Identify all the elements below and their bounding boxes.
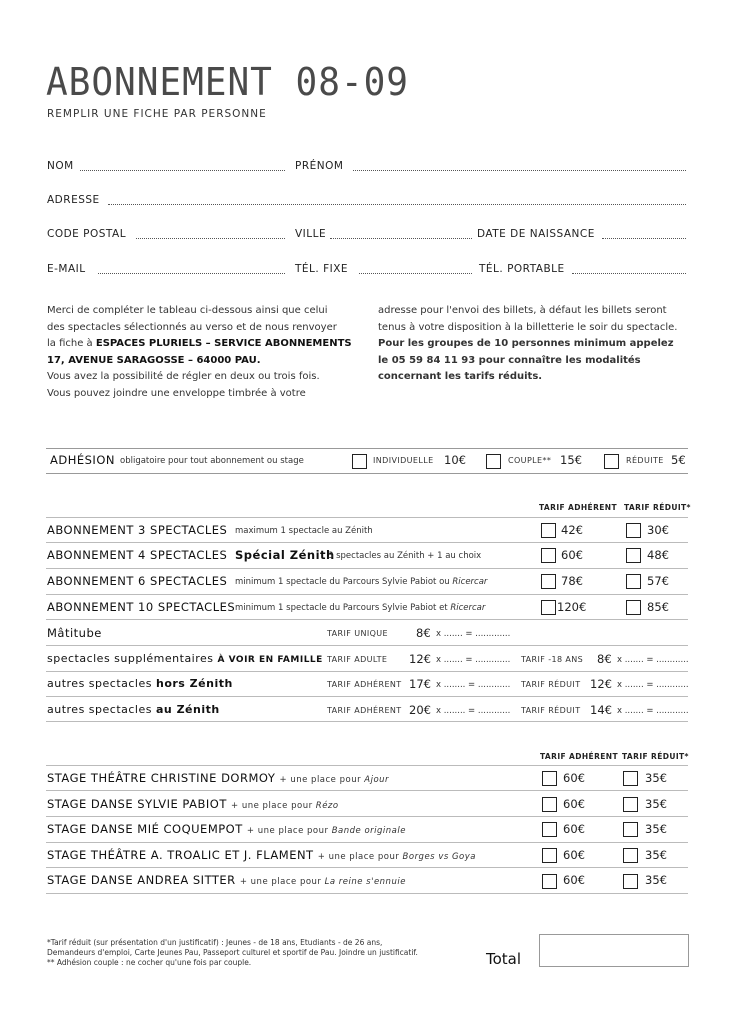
adresse-label: ADRESSE [47,194,100,206]
stage-sitter-reduit-checkbox[interactable] [623,874,638,889]
abonnement-row-price-reduit: 48€ [647,548,669,562]
abonnement-3-reduit-checkbox[interactable] [626,523,641,538]
abonnement-row-price-adherent: 120€ [557,600,587,614]
supp-title: spectacles supplémentaires À VOIR EN FAMILLE [47,652,323,665]
adhesion-reduite-checkbox[interactable] [604,454,619,469]
stage-col-header-adherent: TARIF ADHÉRENT [540,752,618,761]
supp-calc2: x ....... = ............ [617,655,689,665]
page-title: ABONNEMENT 08-09 [46,60,409,104]
divider [46,893,688,894]
abonnement-row-note: minimum 1 spectacle du Parcours Sylvie Pabiot ou Ricercar [235,577,488,587]
footnote-line-2: Demandeurs d'emploi, Carte Jeunes Pau, Passeport culturel et sportif de Pau. Joindre un justificatif. [47,948,418,957]
zenith-price: 20€ [409,703,431,717]
intro-left-line-5: Vous avez la possibilité de régler en deux ou trois fois. [47,371,320,382]
divider [46,816,688,817]
stage-dormoy-adherent-checkbox[interactable] [542,771,557,786]
stage-row: STAGE DANSE SYLVIE PABIOT + une place pour Rézo [47,797,339,811]
abonnement-3-adherent-checkbox[interactable] [541,523,556,538]
divider [46,542,688,543]
divider [46,473,688,474]
date-naissance-field[interactable] [602,238,686,239]
stage-price-adherent: 60€ [563,848,585,862]
divider [46,696,688,697]
stage-price-reduit: 35€ [645,822,667,836]
abonnement-4-reduit-checkbox[interactable] [626,548,641,563]
divider [46,765,688,766]
abonnement-row-title: ABONNEMENT 4 SPECTACLES [47,548,228,562]
code-postal-field[interactable] [136,238,285,239]
intro-left-line-6: Vous pouvez joindre une enveloppe timbrée à votre [47,387,306,399]
nom-label: NOM [47,160,74,172]
zenith-tarif-label: TARIF ADHÉRENT [327,706,402,715]
prenom-label: PRÉNOM [295,160,344,172]
nom-field[interactable] [80,170,285,171]
stage-row: STAGE THÉÂTRE CHRISTINE DORMOY + une place pour Ajour [47,771,390,785]
intro-right-line-4: le 05 59 84 11 93 pour connaître les modalités [378,354,641,366]
matitube-tarif-label: TARIF UNIQUE [327,629,389,638]
supp-price: 12€ [409,652,431,666]
abonnement-row-note: 3 spectacles au Zénith + 1 au choix [328,551,482,561]
adresse-field[interactable] [108,204,686,205]
stage-price-reduit: 35€ [645,797,667,811]
stage-price-reduit: 35€ [645,873,667,887]
adhesion-individuelle-price: 10€ [444,453,466,467]
intro-left-line-4: 17, AVENUE SARAGOSSE – 64000 PAU. [47,354,261,366]
hors-price: 17€ [409,677,431,691]
divider [46,721,688,722]
abonnement-row-price-adherent: 42€ [561,523,583,537]
hors-calc2: x ....... = ............ [617,680,689,690]
abonnement-row-price-adherent: 60€ [561,548,583,562]
ville-field[interactable] [330,238,472,239]
hors-tarif-label: TARIF ADHÉRENT [327,680,402,689]
footnote-line-3: ** Adhésion couple : ne cocher qu'une fois par couple. [47,958,252,967]
stage-pabiot-adherent-checkbox[interactable] [542,797,557,812]
zenith-price2: 14€ [590,703,612,717]
abonnement-row-title: ABONNEMENT 3 SPECTACLES [47,523,228,537]
stage-price-adherent: 60€ [563,822,585,836]
abonnement-6-adherent-checkbox[interactable] [541,574,556,589]
stage-row: STAGE DANSE MIÉ COQUEMPOT + une place pour Bande originale [47,822,406,836]
abonnement-4-adherent-checkbox[interactable] [541,548,556,563]
stage-dormoy-reduit-checkbox[interactable] [623,771,638,786]
stage-troalic-adherent-checkbox[interactable] [542,848,557,863]
stage-coquempot-reduit-checkbox[interactable] [623,822,638,837]
stage-price-reduit: 35€ [645,848,667,862]
total-label: Total [486,950,522,968]
supp-calc: x ....... = ............. [436,655,511,665]
stage-price-adherent: 60€ [563,797,585,811]
adhesion-individuelle-checkbox[interactable] [352,454,367,469]
intro-right-line-1: adresse pour l'envoi des billets, à défaut les billets seront [378,305,667,316]
supp-tarif2-label: TARIF -18 ANS [521,655,584,664]
adhesion-note: obligatoire pour tout abonnement ou stage [120,456,304,466]
abonnement-10-reduit-checkbox[interactable] [626,600,641,615]
matitube-price: 8€ [416,626,431,640]
divider [46,645,688,646]
adhesion-couple-label: COUPLE** [508,456,552,465]
divider [46,619,688,620]
adhesion-reduite-price: 5€ [671,453,686,467]
abonnement-row-note: maximum 1 spectacle au Zénith [235,526,373,536]
hors-zenith-title: autres spectacles hors Zénith [47,677,233,690]
stage-coquempot-adherent-checkbox[interactable] [542,822,557,837]
hors-price2: 12€ [590,677,612,691]
supp-price2: 8€ [597,652,612,666]
divider [46,448,688,449]
tel-portable-field[interactable] [572,273,686,274]
zenith-calc2: x ....... = ............ [617,706,689,716]
stage-sitter-adherent-checkbox[interactable] [542,874,557,889]
divider [46,568,688,569]
tel-fixe-field[interactable] [359,273,472,274]
col-header-adherent: TARIF ADHÉRENT [539,503,617,512]
intro-right-line-3: Pour les groupes de 10 personnes minimum appelez [378,338,674,349]
stage-troalic-reduit-checkbox[interactable] [623,848,638,863]
abonnement-row-extra: Spécial Zénith [235,548,335,562]
tel-portable-label: TÉL. PORTABLE [479,263,565,275]
stage-pabiot-reduit-checkbox[interactable] [623,797,638,812]
total-field[interactable] [539,934,689,967]
prenom-field[interactable] [353,170,686,171]
abonnement-row-price-reduit: 30€ [647,523,669,537]
email-label: E-MAIL [47,263,86,275]
divider [46,671,688,672]
footnote-line-1: *Tarif réduit (sur présentation d'un justificatif) : Jeunes - de 18 ans, Etudiants - de 26 ans, [47,938,383,947]
abonnement-row-price-reduit: 57€ [647,574,669,588]
abonnement-row-price-reduit: 85€ [647,600,669,614]
stage-price-reduit: 35€ [645,771,667,785]
abonnement-row-title: ABONNEMENT 6 SPECTACLES [47,574,228,588]
footnotes [47,938,418,968]
adhesion-reduite-label: RÉDUITE [626,456,664,465]
abonnement-10-adherent-checkbox[interactable] [541,600,556,615]
hors-tarif2-label: TARIF RÉDUIT [521,680,581,689]
abonnement-row-title: ABONNEMENT 10 SPECTACLES [47,600,236,614]
divider [46,594,688,595]
zenith-calc: x ........ = ............ [436,706,511,716]
page-subtitle: REMPLIR UNE FICHE PAR PERSONNE [47,108,267,120]
intro-left-line-2: des spectacles sélectionnés au verso et de nous renvoyer [47,321,337,333]
divider [46,790,688,791]
stage-row: STAGE DANSE ANDREA SITTER + une place pour La reine s'ennuie [47,873,406,887]
abonnement-row-price-adherent: 78€ [561,574,583,588]
supp-tarif-label: TARIF ADULTE [327,655,388,664]
divider [46,517,688,518]
adhesion-couple-checkbox[interactable] [486,454,501,469]
matitube-title: Mâtitube [47,626,102,640]
stage-row: STAGE THÉÂTRE A. TROALIC ET J. FLAMENT + une place pour Borges vs Goya [47,848,476,862]
intro-right-line-2: tenus à votre disposition à la billetterie le soir du spectacle. [378,321,678,333]
adhesion-individuelle-label: INDIVIDUELLE [373,456,434,465]
intro-right [378,303,677,386]
matitube-calc: x ....... = ............. [436,629,511,639]
col-header-reduit: TARIF RÉDUIT* [624,503,691,512]
hors-calc: x ........ = ............ [436,680,511,690]
stage-price-adherent: 60€ [563,873,585,887]
stage-col-header-reduit: TARIF RÉDUIT* [622,752,689,761]
adhesion-label: ADHÉSION [50,453,115,467]
code-postal-label: CODE POSTAL [47,228,127,240]
au-zenith-title: autres spectacles au Zénith [47,703,220,716]
divider [46,842,688,843]
abonnement-row-note: minimum 1 spectacle du Parcours Sylvie Pabiot et Ricercar [235,603,486,613]
intro-left-line-1: Merci de compléter le tableau ci-dessous ainsi que celui [47,305,328,316]
abonnement-6-reduit-checkbox[interactable] [626,574,641,589]
divider [46,867,688,868]
intro-left [47,303,352,402]
intro-left-line-3: la fiche à ESPACES PLURIELS – SERVICE ABONNEMENTS [47,338,352,349]
date-naissance-label: DATE DE NAISSANCE [477,228,595,240]
stage-price-adherent: 60€ [563,771,585,785]
email-field[interactable] [98,273,285,274]
adhesion-couple-price: 15€ [560,453,582,467]
ville-label: VILLE [295,228,327,240]
intro-right-line-5: concernant les tarifs réduits. [378,371,543,382]
zenith-tarif2-label: TARIF RÉDUIT [521,706,581,715]
tel-fixe-label: TÉL. FIXE [295,263,349,275]
